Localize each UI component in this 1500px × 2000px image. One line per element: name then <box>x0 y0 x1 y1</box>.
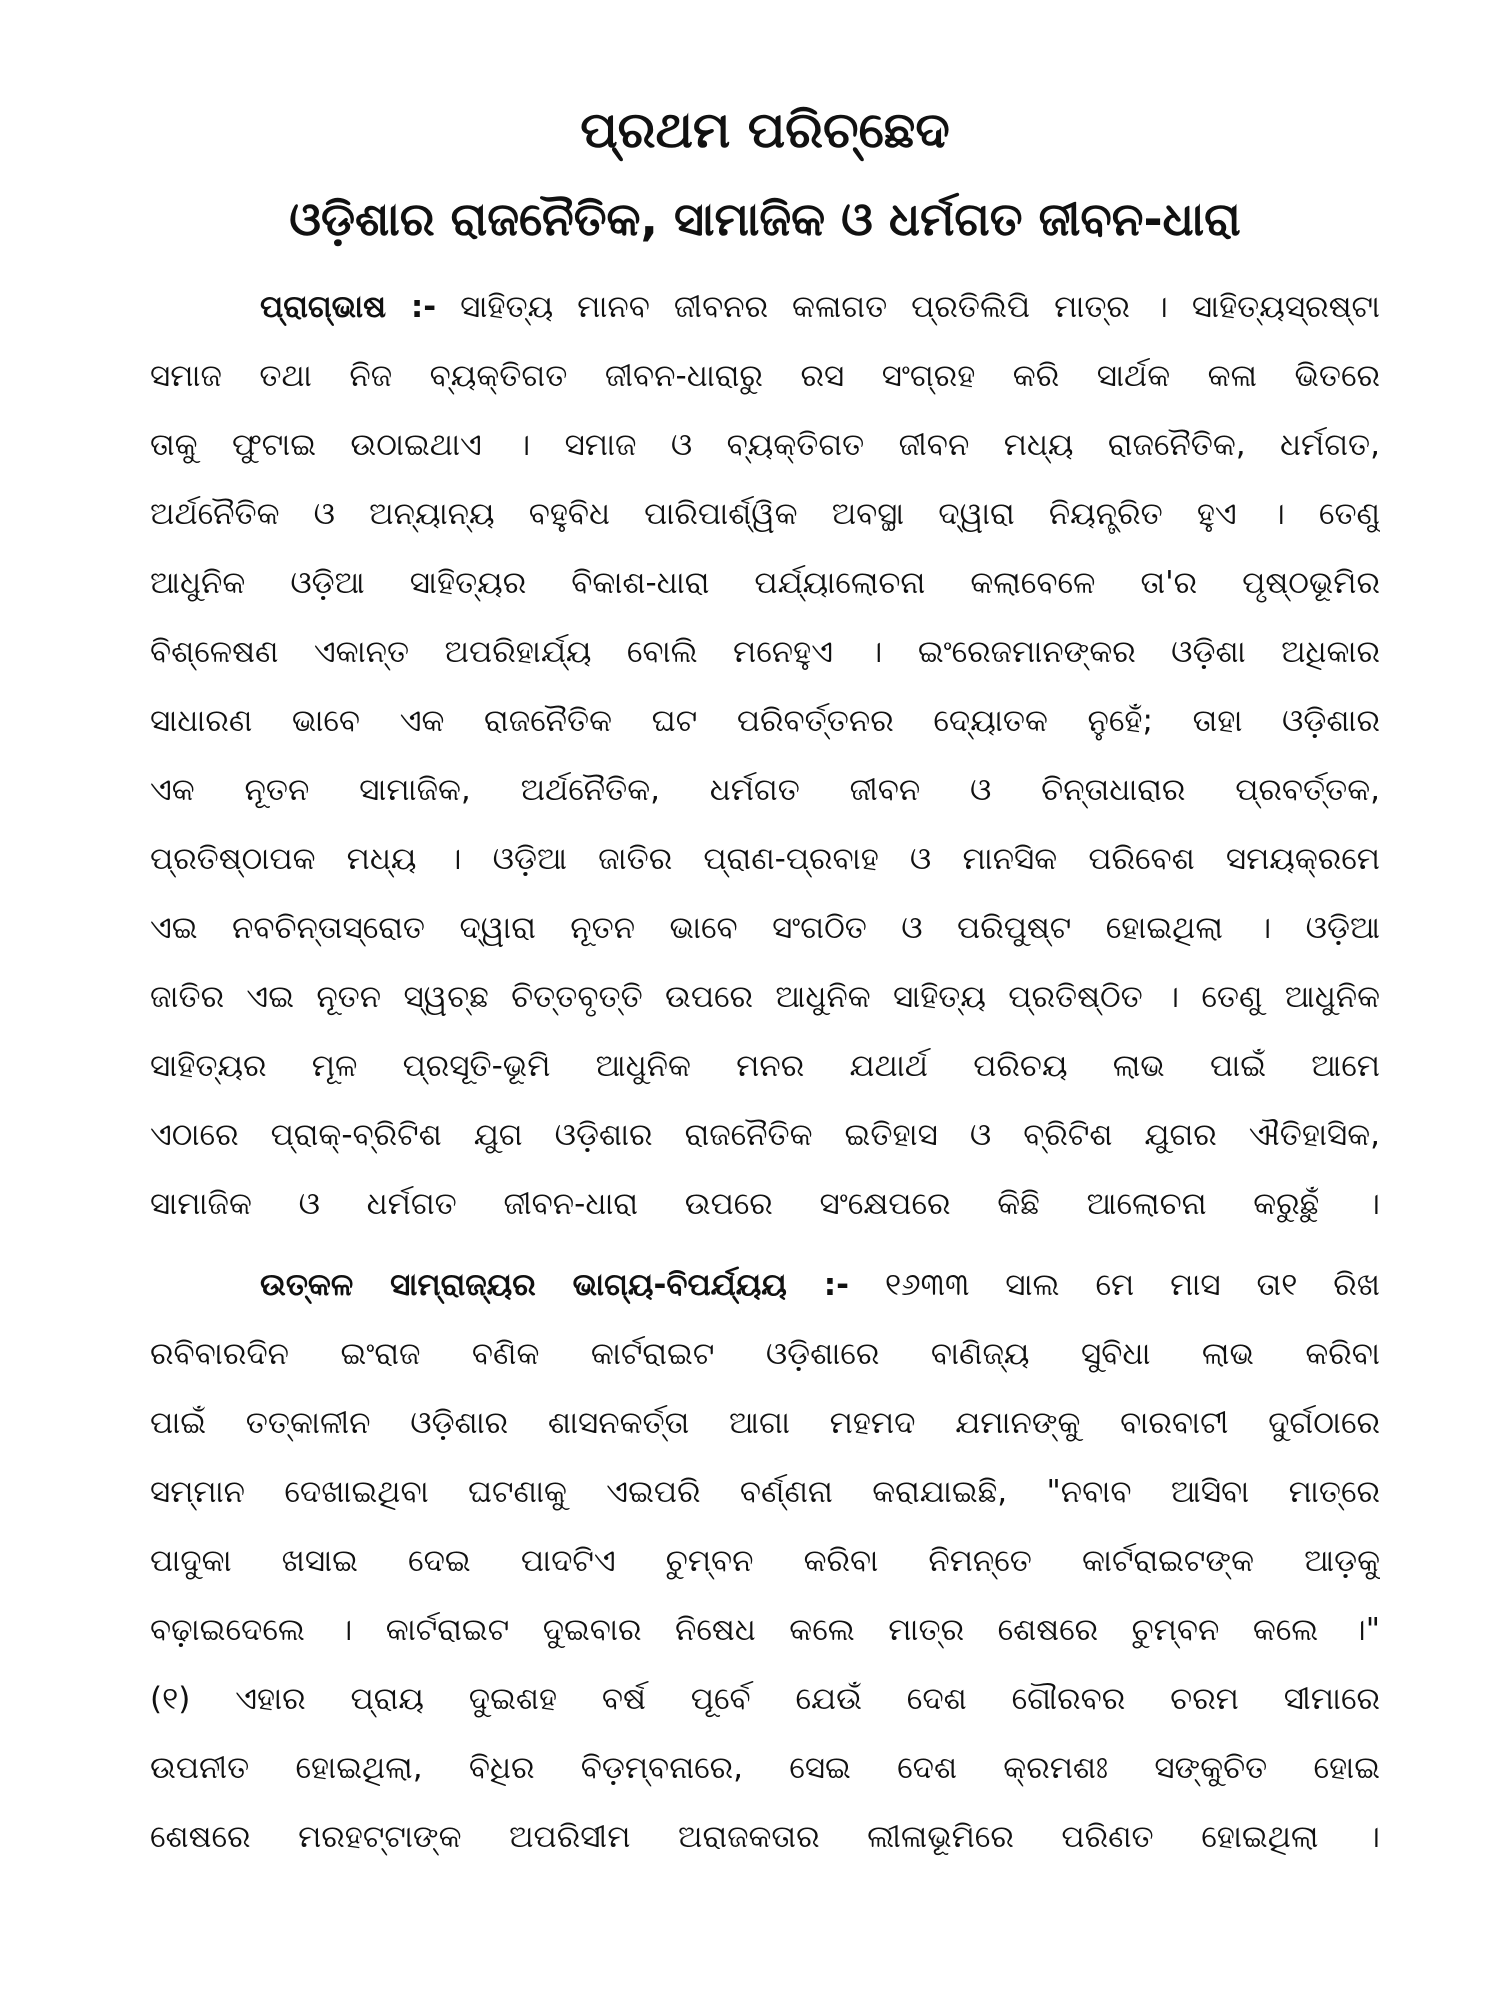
book-page <box>150 95 1380 1955</box>
paragraph-heading: ଉତ୍କଳ ସାମ୍ରାଜ୍ୟର ଭାଗ୍ୟ-ବିପର୍ଯ୍ୟୟ :- <box>260 1267 849 1303</box>
text-line: ଅର୍ଥନୈତିକ ଓ ଅନ୍ୟାନ୍ୟ ବହୁବିଧ ପାରିପାର୍ଶ୍ୱିକ ଅବସ୍ଥା ଦ୍ୱାରା ନିୟନ୍ତ୍ରିତ ହୁଏ । ତେଣୁ <box>150 496 1380 532</box>
paragraph-first-line <box>150 273 1380 342</box>
paragraph-first-line <box>150 1251 1380 1320</box>
chapter-subtitle: ଓଡ଼ିଶାର ରାଜନୈତିକ, ସାମାଜିକ ଓ ଧର୍ମଗତ ଜୀବନ-ଧାରା <box>289 192 1241 246</box>
text-line-last: ଶେଷରେ ମରହଟ୍ଟାଙ୍କ ଅପରିସୀମ ଅରାଜକତାର ଲୀଳାଭୂମିରେ ପରିଣତ ହୋଇଥିଲା । <box>150 1819 1380 1855</box>
text-line: ସମ୍ମାନ ଦେଖାଇଥିବା ଘଟଣାକୁ ଏଇପରି ବର୍ଣ୍ଣନା କରାଯାଇଛି, "ନବାବ ଆସିବା ମାତ୍ରେ <box>150 1474 1380 1510</box>
text-line: ପାଦୁକା ଖସାଇ ଦେଇ ପାଦଟିଏ ଚୁମ୍ବନ କରିବା ନିମନ୍ତେ କାର୍ଟରାଇଟଙ୍କ ଆଡ଼କୁ <box>150 1543 1380 1579</box>
text-line-last: ସାମାଜିକ ଓ ଧର୍ମଗତ ଜୀବନ-ଧାରା ଉପରେ ସଂକ୍ଷେପରେ କିଛି ଆଲୋଚନା କରୁଛୁଁ । <box>150 1186 1380 1222</box>
text-line: ଏକ ନୂତନ ସାମାଜିକ, ଅର୍ଥନୈତିକ, ଧର୍ମଗତ ଜୀବନ ଓ ଚିନ୍ତାଧାରାର ପ୍ରବର୍ତ୍ତକ, <box>150 772 1380 808</box>
text-line: ବଢ଼ାଇଦେଲେ । କାର୍ଟରାଇଟ ଦୁଇବାର ନିଷେଧ କଲେ ମାତ୍ର ଶେଷରେ ଚୁମ୍ବନ କଲେ ।" <box>150 1612 1380 1648</box>
text-line: ରବିବାରଦିନ ଇଂରାଜ ବଣିକ କାର୍ଟରାଇଟ ଓଡ଼ିଶାରେ ବାଣିଜ୍ୟ ସୁବିଧା ଲାଭ କରିବା <box>150 1336 1380 1372</box>
paragraph-first-line-text: ୧୬୩୩ ସାଲ ମେ ମାସ ତା୧ ରିଖ <box>884 1267 1380 1303</box>
footnote-ref-line: (୧) ଏହାର ପ୍ରାୟ ଦୁଇଶହ ବର୍ଷ ପୂର୍ବେ ଯେଉଁ ଦେଶ ଗୌରବର ଚରମ ସୀମାରେ <box>150 1681 1380 1717</box>
text-line: ଆଧୁନିକ ଓଡ଼ିଆ ସାହିତ୍ୟର ବିକାଶ-ଧାରା ପର୍ଯ୍ୟାଲୋଚନା କଲାବେଳେ ତା'ର ପୃଷ୍ଠଭୂମିର <box>150 565 1380 601</box>
paragraph-prologue <box>150 273 1380 1239</box>
text-line: ଉପନୀତ ହୋଇଥିଲା, ବିଧିର ବିଡ଼ମ୍ବନାରେ, ସେଇ ଦେଶ କ୍ରମଶଃ ସଙ୍କୁଚିତ ହୋଇ <box>150 1750 1380 1786</box>
paragraph-heading: ପ୍ରାଗ୍‌ଭାଷ :- <box>260 289 437 325</box>
text-line: ଏଇ ନବଚିନ୍ତାସ୍ରୋତ ଦ୍ୱାରା ନୂତନ ଭାବେ ସଂଗଠିତ ଓ ପରିପୁଷ୍ଟ ହୋଇଥିଲା । ଓଡ଼ିଆ <box>150 910 1380 946</box>
text-line: ଜାତିର ଏଇ ନୂତନ ସ୍ୱଚ୍ଛ ଚିତ୍ତବୃତ୍ତି ଉପରେ ଆଧୁନିକ ସାହିତ୍ୟ ପ୍ରତିଷ୍ଠିତ । ତେଣୁ ଆଧୁନିକ <box>150 979 1380 1015</box>
text-line: ସମାଜ ତଥା ନିଜ ବ୍ୟକ୍ତିଗତ ଜୀବନ-ଧାରାରୁ ରସ ସଂଗ୍ରହ କରି ସାର୍ଥକ କଳା ଭିତରେ <box>150 358 1380 394</box>
paragraph-utkal-empire <box>150 1251 1380 1872</box>
text-line: ପ୍ରତିଷ୍ଠାପକ ମଧ୍ୟ । ଓଡ଼ିଆ ଜାତିର ପ୍ରାଣ-ପ୍ରବାହ ଓ ମାନସିକ ପରିବେଶ ସମୟକ୍ରମେ <box>150 841 1380 877</box>
chapter-title: ପ୍ରଥମ ପରିଚ୍ଛେଦ <box>580 101 950 159</box>
text-line: ଏଠାରେ ପ୍ରାକ୍-ବ୍ରିଟିଶ ଯୁଗ ଓଡ଼ିଶାର ରାଜନୈତିକ ଇତିହାସ ଓ ବ୍ରିଟିଶ ଯୁଗର ଐତିହାସିକ, <box>150 1117 1380 1153</box>
text-line: ବିଶ୍ଳେଷଣ ଏକାନ୍ତ ଅପରିହାର୍ଯ୍ୟ ବୋଲି ମନେହୁଏ । ଇଂରେଜମାନଙ୍କର ଓଡ଼ିଶା ଅଧିକାର <box>150 634 1380 670</box>
paragraph-first-line-text: ସାହିତ୍ୟ ମାନବ ଜୀବନର କଳାଗତ ପ୍ରତିଲିପି ମାତ୍ର । ସାହିତ୍ୟସ୍ରଷ୍ଟା <box>460 289 1380 325</box>
text-line: ତାକୁ ଫୁଟାଇ ଉଠାଇଥାଏ । ସମାଜ ଓ ବ୍ୟକ୍ତିଗତ ଜୀବନ ମଧ୍ୟ ରାଜନୈତିକ, ଧର୍ମଗତ, <box>150 427 1380 463</box>
text-line: ସାହିତ୍ୟର ମୂଳ ପ୍ରସୂତି-ଭୂମି ଆଧୁନିକ ମନର ଯଥାର୍ଥ ପରିଚୟ ଲାଭ ପାଇଁ ଆମେ <box>150 1048 1380 1084</box>
text-line: ପାଇଁ ତତ୍‌କାଳୀନ ଓଡ଼ିଶାର ଶାସନକର୍ତ୍ତା ଆଗା ମହମଦ ଯମାନଙ୍କୁ ବାରବାଟୀ ଦୁର୍ଗଠାରେ <box>150 1405 1380 1441</box>
text-line: ସାଧାରଣ ଭାବେ ଏକ ରାଜନୈତିକ ଘଟ ପରିବର୍ତ୍ତନର ଦ୍ୟୋତକ ନୁହେଁ; ତାହା ଓଡ଼ିଶାର <box>150 703 1380 739</box>
